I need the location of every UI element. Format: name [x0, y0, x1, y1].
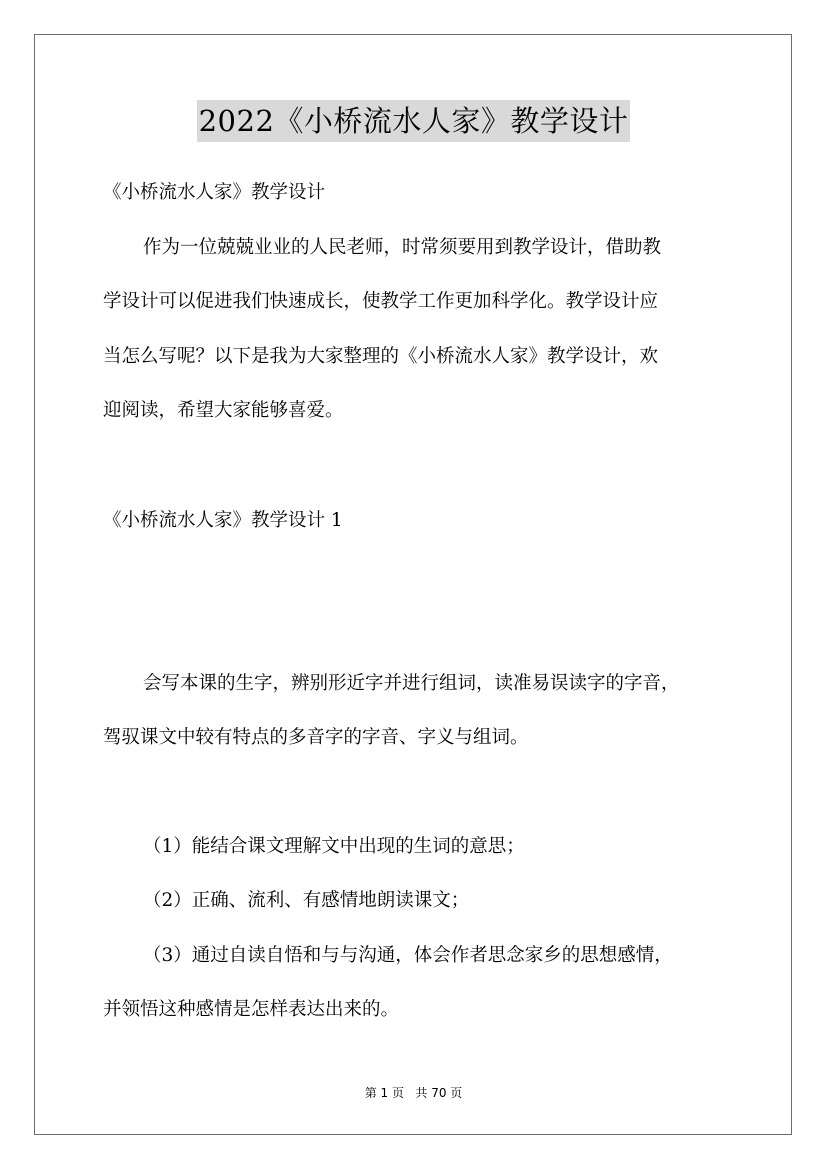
page-footer [0, 1085, 827, 1101]
list-item-3-continued: 并领悟这种感情是怎样表达出来的。 [103, 999, 400, 1020]
intro-line-2: 学设计可以促进我们快速成长，使教学工作更加科学化。教学设计应 [103, 291, 659, 312]
intro-line-4: 迎阅读，希望大家能够喜爱。 [103, 400, 344, 421]
document-title: 2022《小桥流水人家》教学设计 [197, 100, 631, 142]
subtitle: 《小桥流水人家》教学设计 [103, 182, 326, 203]
list-item-1: （1）能结合课文理解文中出现的生词的意思； [143, 836, 525, 857]
intro-line-1: 作为一位兢兢业业的人民老师，时常须要用到教学设计，借助教 [143, 237, 662, 258]
list-item-2: （2）正确、流利、有感情地朗读课文； [143, 890, 470, 911]
list-item-3: （3）通过自读自悟和与与沟通，体会作者思念家乡的思想感情， [143, 945, 673, 966]
page-number: 第 1 页 [364, 1086, 404, 1100]
objective-line-2: 驾驭课文中较有特点的多音字的字音、字义与组词。 [103, 727, 529, 748]
objective-line-1: 会写本课的生字，辨别形近字并进行组词，读准易误读字的字音， [143, 673, 680, 694]
intro-line-3: 当怎么写呢？以下是我为大家整理的《小桥流水人家》教学设计，欢 [103, 346, 659, 367]
section-heading: 《小桥流水人家》教学设计 1 [103, 510, 343, 531]
title-container [0, 100, 827, 142]
page-total: 共 70 页 [415, 1086, 463, 1100]
